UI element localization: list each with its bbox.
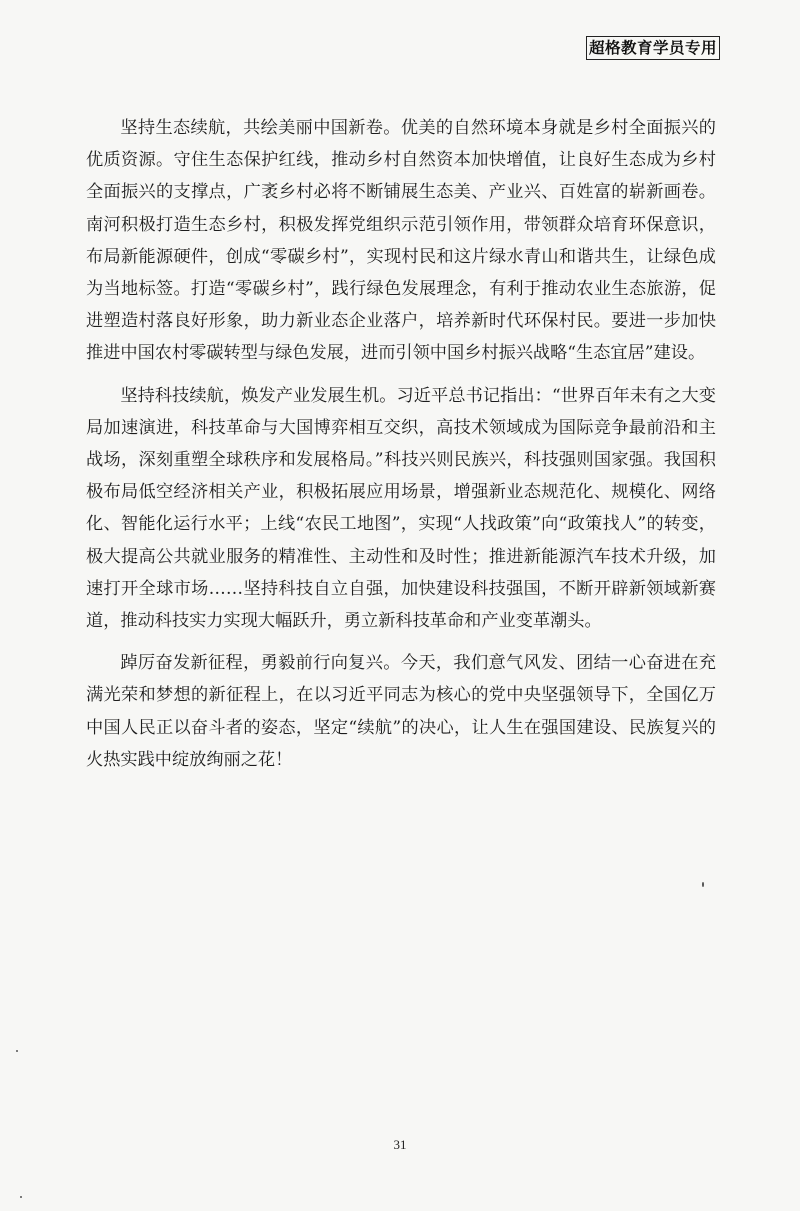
scan-speck	[702, 882, 704, 887]
paragraph-conclusion: 踔厉奋发新征程，勇毅前行向复兴。今天，我们意气风发、团结一心奋进在充满光荣和梦想的新征程上，在以习近平同志为核心的党中央坚强领导下，全国亿万中国人民正以奋斗者的姿态，坚定“续航”的决心，让人生在强国建设、民族复兴的火热实践中绽放绚丽之花！	[86, 653, 716, 770]
study-material-stamp: 超格教育学员专用	[586, 36, 720, 60]
paragraph-technology: 坚持科技续航，焕发产业发展生机。习近平总书记指出：“世界百年未有之大变局加速演进，科技革命与大国博弈相互交织，高技术领域成为国际竞争最前沿和主战场，深刻重塑全球秩序和发展格局。”科技兴则民族兴，科技强则国家强。我国积极布局低空经济相关产业，积极拓展应用场景，增强新业态规范化、规模化、网络化、智能化运行水平；上线“农民工地图”，实现“人找政策”向“政策找人”的转变，极大提高公共就业服务的精准性、主动性和及时性；推进新能源汽车技术升级，加速打开全球市场……坚持科技自立自强，加快建设科技强国，不断开辟新领域新赛道，推动科技实力实现大幅跃升，勇立新科技革命和产业变革潮头。	[86, 385, 716, 632]
scan-speck	[16, 1050, 18, 1052]
scan-speck	[20, 1196, 22, 1198]
page-number: 31	[393, 1137, 407, 1152]
article-body	[86, 112, 716, 786]
paragraph-ecology: 坚持生态续航，共绘美丽中国新卷。优美的自然环境本身就是乡村全面振兴的优质资源。守住生态保护红线，推动乡村自然资本加快增值，让良好生态成为乡村全面振兴的支撑点，广袤乡村必将不断铺展生态美、产业兴、百姓富的崭新画卷。南河积极打造生态乡村，积极发挥党组织示范引领作用，带领群众培育环保意识，布局新能源硬件，创成“零碳乡村”，实现村民和这片绿水青山和谐共生，让绿色成为当地标签。打造“零碳乡村”，践行绿色发展理念，有利于推动农业生态旅游，促进塑造村落良好形象，助力新业态企业落户，培养新时代环保村民。要进一步加快推进中国农村零碳转型与绿色发展，进而引领中国乡村振兴战略“生态宜居”建设。	[86, 118, 716, 364]
